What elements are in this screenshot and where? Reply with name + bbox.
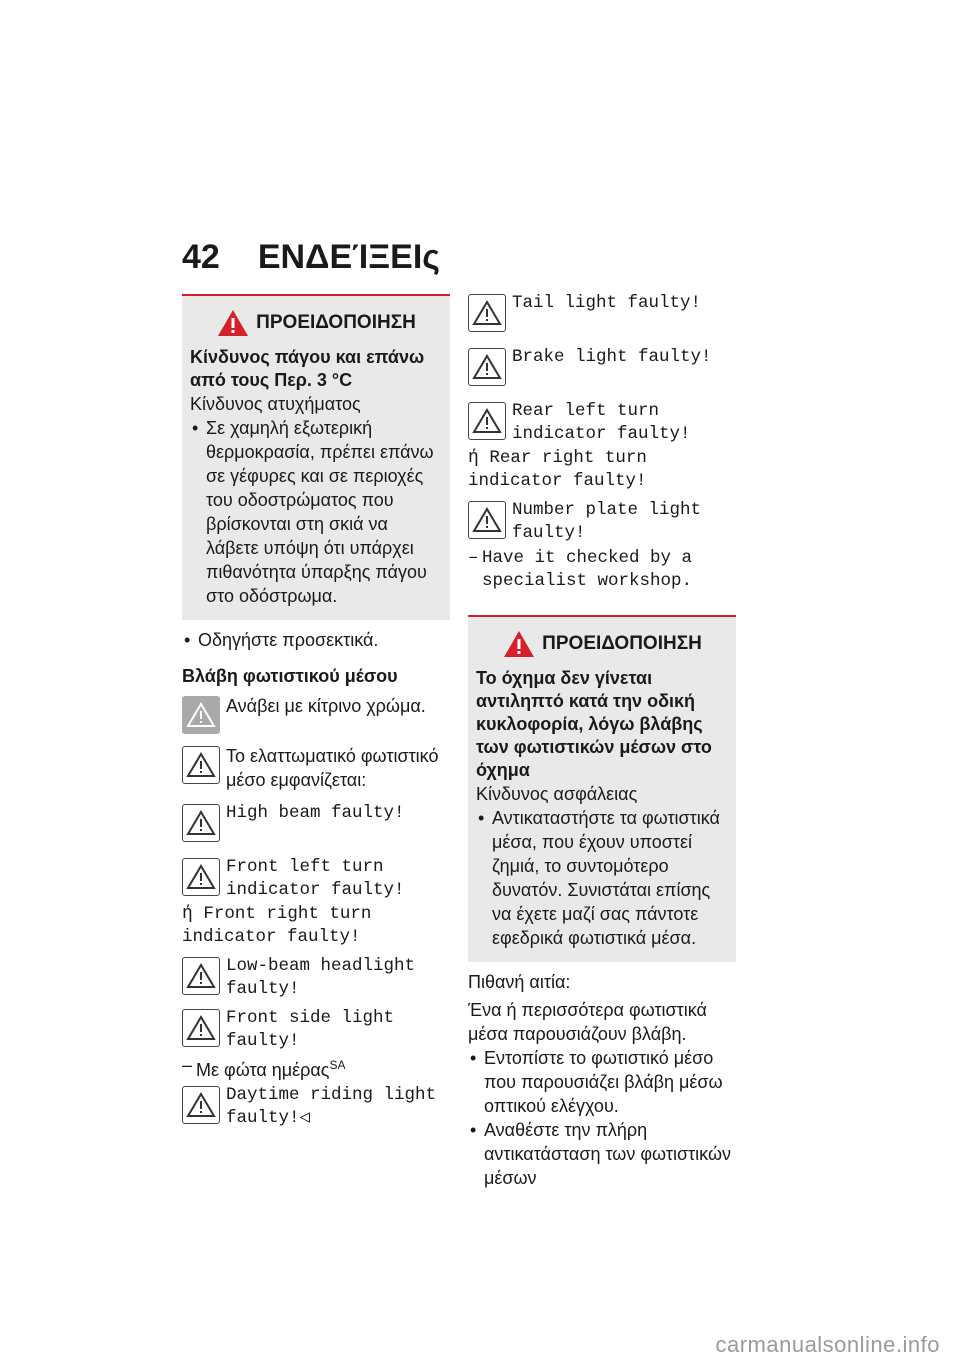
- message-text: Tail light faulty!: [512, 293, 702, 313]
- warning-triangle-icon: [468, 294, 506, 332]
- message-front-side-light: [182, 1007, 450, 1053]
- warning-bullet: • Σε χαμηλή εξωτερική θερμοκρασία, πρέπει επάνω σε γέφυρες και σε περιοχές του οδοστρώματος που βρίσκονται στη σκιά να λάβετε υπόψη ότι υπάρχει πιθανότητα ύπαρξης πάγου στο οδόστρωμα.: [190, 416, 442, 608]
- action-locate: • Εντοπίστε το φωτιστικό μέσο που παρουσιάζει βλάβη μέσω οπτικού ελέγχου.: [468, 1046, 736, 1118]
- warning-heading: [476, 629, 728, 659]
- left-column: [182, 294, 450, 1130]
- message-text: Brake light faulty!: [512, 347, 712, 367]
- lamp-yellow-text: Ανάβει με κίτρινο χρώμα.: [226, 696, 426, 716]
- check-workshop: – Have it checked by a specialist workshop.: [468, 547, 736, 593]
- drive-note: • Οδηγήστε προσεκτικά.: [182, 628, 450, 652]
- lamp-shows-text: Το ελαττωματικό φωτιστικό μέσο εμφανίζεται:: [226, 746, 439, 790]
- warning-triangle-icon: [468, 402, 506, 440]
- warning-triangle-icon: [216, 308, 250, 338]
- drl-note: [182, 1053, 450, 1082]
- warning-title: Κίνδυνος πάγου και επάνω από τους Περ. 3 °C: [190, 347, 425, 390]
- drl-note-text: Με φώτα ημέρας: [196, 1060, 330, 1080]
- warning-triangle-icon: [468, 501, 506, 539]
- general-warning-icon: [182, 696, 220, 734]
- warning-label: ΠΡΟΕΙΔΟΠΟΙΗΣΗ: [542, 633, 702, 654]
- message-text: Front right turn indicator faulty!: [182, 904, 372, 947]
- warning-heading: [190, 308, 442, 338]
- warning-title: Το όχημα δεν γίνεται αντιληπτό κατά την οδική κυκλοφορία, λόγω βλάβης των φωτιστικών μέσων στο όχημα: [476, 668, 712, 780]
- or-word: ή: [182, 904, 193, 924]
- watermark-footer: carmanualsonline.info: [715, 1332, 940, 1357]
- message-front-left-turn: [182, 856, 450, 902]
- lamp-shows-row: [182, 744, 450, 792]
- message-text: Front left turn indicator faulty!: [226, 857, 405, 900]
- warning-triangle-icon: [182, 804, 220, 842]
- warning-triangle-icon: [182, 746, 220, 784]
- page-number: 42: [182, 238, 220, 276]
- end-mark: ◁: [299, 1108, 311, 1128]
- message-text: Rear right turn indicator faulty!: [468, 448, 647, 491]
- message-front-right-turn: [182, 902, 450, 949]
- message-text: Rear left turn indicator faulty!: [512, 401, 691, 444]
- warning-label: ΠΡΟΕΙΔΟΠΟΙΗΣΗ: [256, 312, 416, 333]
- message-text: Front side light faulty!: [226, 1008, 395, 1051]
- message-low-beam: [182, 955, 450, 1001]
- warning-subtitle: Κίνδυνος ασφάλειας: [476, 784, 638, 804]
- message-rear-left-turn: [468, 400, 736, 446]
- message-text: Number plate light faulty!: [512, 500, 702, 543]
- or-word: ή: [468, 448, 479, 468]
- warning-box-lighting: [468, 615, 736, 962]
- warning-triangle-icon: [182, 858, 220, 896]
- message-daytime-light: [182, 1084, 450, 1130]
- message-brake-light: [468, 346, 736, 386]
- message-tail-light: [468, 292, 736, 332]
- warning-triangle-icon: [502, 629, 536, 659]
- message-text: High beam faulty!: [226, 803, 405, 823]
- message-number-plate: [468, 499, 736, 545]
- drl-sup: SA: [329, 1058, 346, 1072]
- page-header: [182, 238, 478, 277]
- warning-box-ice: [182, 294, 450, 620]
- warning-triangle-icon: [182, 1086, 220, 1124]
- warning-subtitle: Κίνδυνος ατυχήματος: [190, 394, 361, 414]
- right-column: [468, 292, 736, 1190]
- cause-text: Ένα ή περισσότερα φωτιστικά μέσα παρουσιάζουν βλάβη.: [468, 1000, 707, 1044]
- warning-triangle-icon: [182, 957, 220, 995]
- message-high-beam: [182, 802, 450, 842]
- message-rear-right-turn: [468, 446, 736, 493]
- action-replace: • Αναθέστε την πλήρη αντικατάσταση των φωτιστικών μέσων: [468, 1118, 736, 1190]
- lamp-yellow-row: [182, 694, 450, 734]
- warning-triangle-icon: [468, 348, 506, 386]
- message-daytime-text: Daytime riding light faulty!: [226, 1085, 437, 1128]
- cause-label: Πιθανή αιτία:: [468, 972, 571, 992]
- section-title: Βλάβη φωτιστικού μέσου: [182, 666, 398, 686]
- warning-triangle-icon: [182, 1009, 220, 1047]
- message-text: Low-beam headlight faulty!: [226, 956, 416, 999]
- page-title: ΕΝΔΕΊΞΕΙς: [257, 238, 440, 276]
- message-text: [226, 1084, 450, 1130]
- warning-bullet: • Αντικαταστήστε τα φωτιστικά μέσα, που έχουν υποστεί ζημιά, το συντομότερο δυνατόν. Συνιστάται επίσης να έχετε μαζί σας πάντοτε εφεδρικά φωτιστικά μέσα.: [476, 806, 728, 950]
